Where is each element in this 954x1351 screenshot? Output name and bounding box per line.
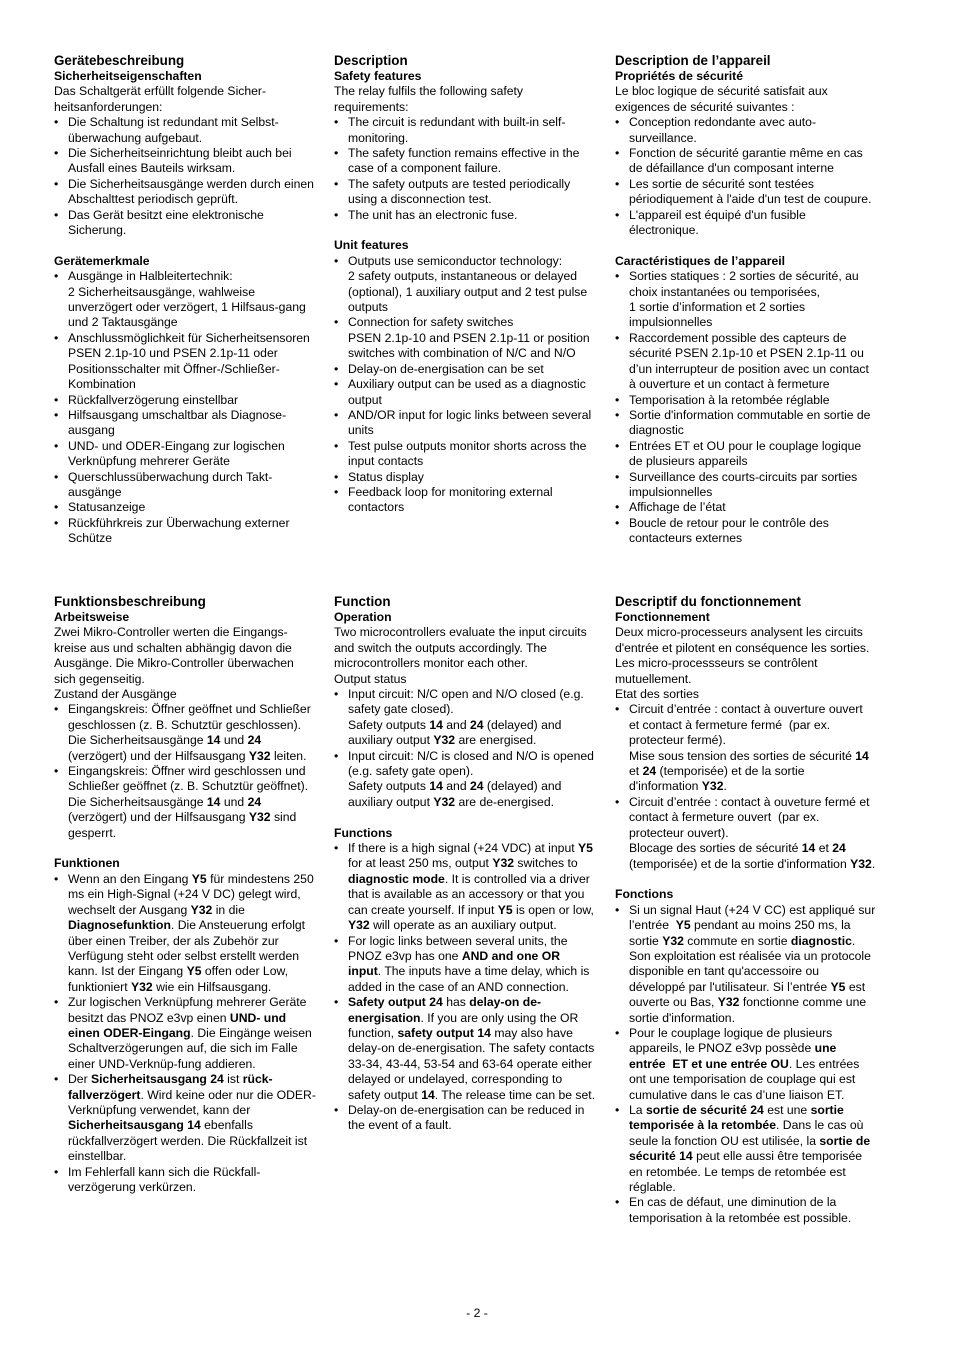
output-status-label: Etat des sorties <box>615 687 699 702</box>
safety-intro: Das Schaltgerät erfüllt folgende Sicher-heitsanforderungen: <box>54 84 267 114</box>
subsection-title: Fonctions <box>615 887 674 902</box>
feature-item: • Rückfallverzögerung einstellbar <box>54 393 316 408</box>
feature-list <box>334 254 596 516</box>
subsection-title: Funktionen <box>54 856 120 871</box>
function-item: • En cas de défaut, une diminution de la temporisation à la retombée est possible. <box>615 1195 877 1226</box>
subsection-title: Operation <box>334 610 392 624</box>
col-de-function <box>54 594 316 1195</box>
section-title: Funktionsbeschreibung <box>54 594 206 609</box>
operation-intro: Deux micro-processeurs analysent les circuits d'entrée et pilotent en conséquence les sorties. Les micro-processseurs se contrôlent mutuellement. <box>615 625 870 686</box>
feature-item: • Boucle de retour pour le contrôle des contacteurs externes <box>615 516 877 547</box>
safety-list <box>615 115 877 238</box>
section-title: Description de l’appareil <box>615 53 771 68</box>
safety-item: • The safety outputs are tested periodically using a disconnection test. <box>334 177 596 208</box>
subsection-title: Fonctionnement <box>615 610 710 624</box>
feature-item: • Hilfsausgang umschaltbar als Diagnose-ausgang <box>54 408 316 439</box>
function-item: • Pour le couplage logique de plusieurs appareils, le PNOZ e3vp possède une entrée ET et une entrée OU. Les entrées ont une temporisation de couplage qui est cumulative dans le cas d’une liaison ET. <box>615 1026 877 1103</box>
function-item: • Wenn an den Eingang Y5 für mindestens 250 ms ein High-Signal (+24 V DC) gelegt wird, wechselt der Ausgang Y32 in die Diagnosefunktion. Die Ansteuerung erfolgt über einen Treiber, der als Zubehör zur Verfügung steht oder selbst erstellt werden kann. Ist der Eingang Y5 offen oder Low, funktioniert Y32 wie ein Hilfsausgang. <box>54 872 316 995</box>
safety-intro: The relay fulfils the following safety requirements: <box>334 84 523 114</box>
subsection-title: Safety features <box>334 69 422 83</box>
safety-item: • Fonction de sécurité garantie même en cas de défaillance d'un composant interne <box>615 146 877 177</box>
subsection-title: Caractéristiques de l’appareil <box>615 253 786 268</box>
feature-item: • Ausgänge in Halbleitertechnik: 2 Sicherheitsausgänge, wahlweise unverzögert oder verzögert, 1 Hilfsaus-gang und 2 Taktausgänge <box>54 269 316 331</box>
safety-intro: Le bloc logique de sécurité satisfait aux exigences de sécurité suivantes : <box>615 84 828 114</box>
safety-item: • Conception redondante avec auto-surveillance. <box>615 115 877 146</box>
feature-item: • AND/OR input for logic links between several units <box>334 408 596 439</box>
feature-item: • Connection for safety switches PSEN 2.1p-10 and PSEN 2.1p-11 or position switches with combination of N/C and N/O <box>334 315 596 361</box>
function-item: • Safety output 24 has delay-on de-energisation. If you are only using the OR function, safety output 14 may also have delay-on de-energisation. The safety contacts 33-34, 43-44, 53-54 and 63-64 operate either delayed or undelayed, corresponding to safety output 14. The release time can be set. <box>334 995 596 1103</box>
page-number: - 2 - <box>466 1306 488 1320</box>
section-title: Gerätebeschreibung <box>54 53 185 68</box>
feature-item: • Querschlussüberwachung durch Takt-ausgänge <box>54 470 316 501</box>
col-en-description <box>334 53 596 516</box>
output-status-label: Output status <box>334 671 407 686</box>
function-item: • For logic links between several units, the PNOZ e3vp has one AND and one OR input. The inputs have a time delay, which is added in the case of an AND connection. <box>334 934 596 996</box>
subsection-title: Functions <box>334 825 393 840</box>
function-item: • Im Fehlerfall kann sich die Rückfall-verzögerung verkürzen. <box>54 1165 316 1196</box>
subsection-title: Propriétés de sécurité <box>615 69 744 83</box>
operation-intro: Two microcontrollers evaluate the input circuits and switch the outputs accordingly. The microcontrollers monitor each other. <box>334 625 587 671</box>
operation-list <box>615 702 877 871</box>
function-item: • Si un signal Haut (+24 V CC) est appliqué sur l’entrée Y5 pendant au moins 250 ms, la sortie Y32 commute en sortie diagnostic. Son exploitation est réalisée via un protocole disponible en tant qu'accessoire ou développé par l'utilisateur. Si l’entrée Y5 est ouverte ou Bas, Y32 fonctionne comme une sortie d'information. <box>615 903 877 1026</box>
operation-item: • Input circuit: N/C is closed and N/O is opened (e.g. safety gate open). Safety outputs 14 and 24 (delayed) and auxiliary output Y32 are de-energised. <box>334 749 596 811</box>
feature-item: • Surveillance des courts-circuits par sorties impulsionnelles <box>615 470 877 501</box>
safety-item: • The circuit is redundant with built-in self-monitoring. <box>334 115 596 146</box>
feature-list <box>615 269 877 546</box>
function-item: • La sortie de sécurité 24 est une sortie temporisée à la retombée. Dans le cas où seule la fonction OU est utilisée, la sortie de sécurité 14 peut elle aussi être temporisée en retombée. Le temps de retombée est réglable. <box>615 1103 877 1195</box>
operation-intro: Zwei Mikro-Controller werten die Eingangs-kreise aus und schalten abhängig davon die Ausgänge. Die Mikro-Controller überwachen sich gegenseitig. <box>54 625 294 686</box>
feature-item: • Entrées ET et OU pour le couplage logique de plusieurs appareils <box>615 439 877 470</box>
safety-item: • Die Sicherheitsausgänge werden durch einen Abschalttest periodisch geprüft. <box>54 177 316 208</box>
section-title: Description <box>334 53 408 68</box>
operation-item: • Eingangskreis: Öffner wird geschlossen und Schließer geöffnet (z. B. Schutztür geöffnet). Die Sicherheitsausgänge 14 und 24 (verzögert) und der Hilfsausgang Y32 sind gesperrt. <box>54 764 316 841</box>
section-title: Function <box>334 594 391 609</box>
safety-list <box>54 115 316 238</box>
function-item: • Der Sicherheitsausgang 24 ist rück-fallverzögert. Wird keine oder nur die ODER-Verknüpfung verwendet, kann der Sicherheitsausgang 14 ebenfalls rückfallverzögert werden. Die Rückfallzeit ist einstellbar. <box>54 1072 316 1164</box>
safety-item: • Das Gerät besitzt eine elektronische Sicherung. <box>54 208 316 239</box>
feature-item: • Raccordement possible des capteurs de sécurité PSEN 2.1p-10 et PSEN 2.1p-11 ou d’un interrupteur de position avec un contact à ouverture et un contact à fermeture <box>615 331 877 393</box>
function-item: • Zur logischen Verknüpfung mehrerer Geräte besitzt das PNOZ e3vp einen UND- und einen ODER-Eingang. Die Eingänge weisen Schaltverzögerungen auf, die sich im Falle einer UND-Verknüp-fung addieren. <box>54 995 316 1072</box>
feature-item: • Sortie d'information commutable en sortie de diagnostic <box>615 408 877 439</box>
safety-item: • Die Schaltung ist redundant mit Selbst-überwachung aufgebaut. <box>54 115 316 146</box>
col-en-function <box>334 594 596 1134</box>
section-title: Descriptif du fonctionnement <box>615 594 801 609</box>
feature-item: • UND- und ODER-Eingang zur logischen Verknüpfung mehrerer Geräte <box>54 439 316 470</box>
safety-item: • L'appareil est équipé d'un fusible électronique. <box>615 208 877 239</box>
feature-item: • Outputs use semiconductor technology: 2 safety outputs, instantaneous or delayed (optional), 1 auxiliary output and 2 test pulse outputs <box>334 254 596 316</box>
subsection-title: Gerätemerkmale <box>54 253 150 268</box>
function-list <box>334 841 596 1134</box>
operation-list <box>54 702 316 841</box>
feature-item: • Anschlussmöglichkeit für Sicherheitsensoren PSEN 2.1p-10 und PSEN 2.1p-11 oder Positionsschalter mit Öffner-/Schließer-Kombination <box>54 331 316 393</box>
safety-item: • Die Sicherheitseinrichtung bleibt auch bei Ausfall eines Bauteils wirksam. <box>54 146 316 177</box>
function-list <box>615 903 877 1227</box>
function-item: • If there is a high signal (+24 VDC) at input Y5 for at least 250 ms, output Y32 switches to diagnostic mode. It is controlled via a driver that is available as an accessory or that you can create yourself. If input Y5 is open or low, Y32 will operate as an auxiliary output. <box>334 841 596 933</box>
feature-item: • Auxiliary output can be used as a diagnostic output <box>334 377 596 408</box>
function-item: • Delay-on de-energisation can be reduced in the event of a fault. <box>334 1103 596 1134</box>
feature-item: • Statusanzeige <box>54 500 316 515</box>
operation-item: • Input circuit: N/C open and N/O closed (e.g. safety gate closed). Safety outputs 14 and 24 (delayed) and auxiliary output Y32 are energised. <box>334 687 596 749</box>
col-fr-description <box>615 53 877 547</box>
col-de-description <box>54 53 316 547</box>
operation-item: • Circuit d’entrée : contact à ouveture fermé et contact à fermeture ouvert (par ex. protecteur ouvert). Blocage des sorties de sécurité 14 et 24 (temporisée) et de la sortie d'information Y32. <box>615 795 877 872</box>
feature-list <box>54 269 316 546</box>
feature-item: • Delay-on de-energisation can be set <box>334 362 596 377</box>
operation-list <box>334 687 596 810</box>
feature-item: • Test pulse outputs monitor shorts across the input contacts <box>334 439 596 470</box>
feature-item: • Feedback loop for monitoring external contactors <box>334 485 596 516</box>
feature-item: • Sorties statiques : 2 sorties de sécurité, au choix instantanées ou temporisées, 1 sortie d’information et 2 sorties impulsionnelles <box>615 269 877 331</box>
feature-item: • Affichage de l’état <box>615 500 877 515</box>
safety-list <box>334 115 596 223</box>
output-status-label: Zustand der Ausgänge <box>54 687 177 702</box>
feature-item: • Temporisation à la retombée réglable <box>615 393 877 408</box>
safety-item: • Les sortie de sécurité sont testées périodiquement à l'aide d'un test de coupure. <box>615 177 877 208</box>
subsection-title: Unit features <box>334 238 409 253</box>
safety-item: • The unit has an electronic fuse. <box>334 208 596 223</box>
feature-item: • Rückführkreis zur Überwachung externer Schütze <box>54 516 316 547</box>
feature-item: • Status display <box>334 470 596 485</box>
operation-item: • Eingangskreis: Öffner geöffnet und Schließer geschlossen (z. B. Schutztür geschlossen). Die Sicherheitsausgänge 14 und 24 (verzögert) und der Hilfsausgang Y32 leiten. <box>54 702 316 764</box>
function-list <box>54 872 316 1196</box>
col-fr-function <box>615 594 877 1226</box>
safety-item: • The safety function remains effective in the case of a component failure. <box>334 146 596 177</box>
subsection-title: Sicherheitseigenschaften <box>54 69 202 83</box>
subsection-title: Arbeitsweise <box>54 610 130 624</box>
operation-item: • Circuit d’entrée : contact à ouverture ouvert et contact à fermeture fermé (par ex. protecteur fermé). Mise sous tension des sorties de sécurité 14 et 24 (temporisée) et de la sortie d'information Y32. <box>615 702 877 794</box>
